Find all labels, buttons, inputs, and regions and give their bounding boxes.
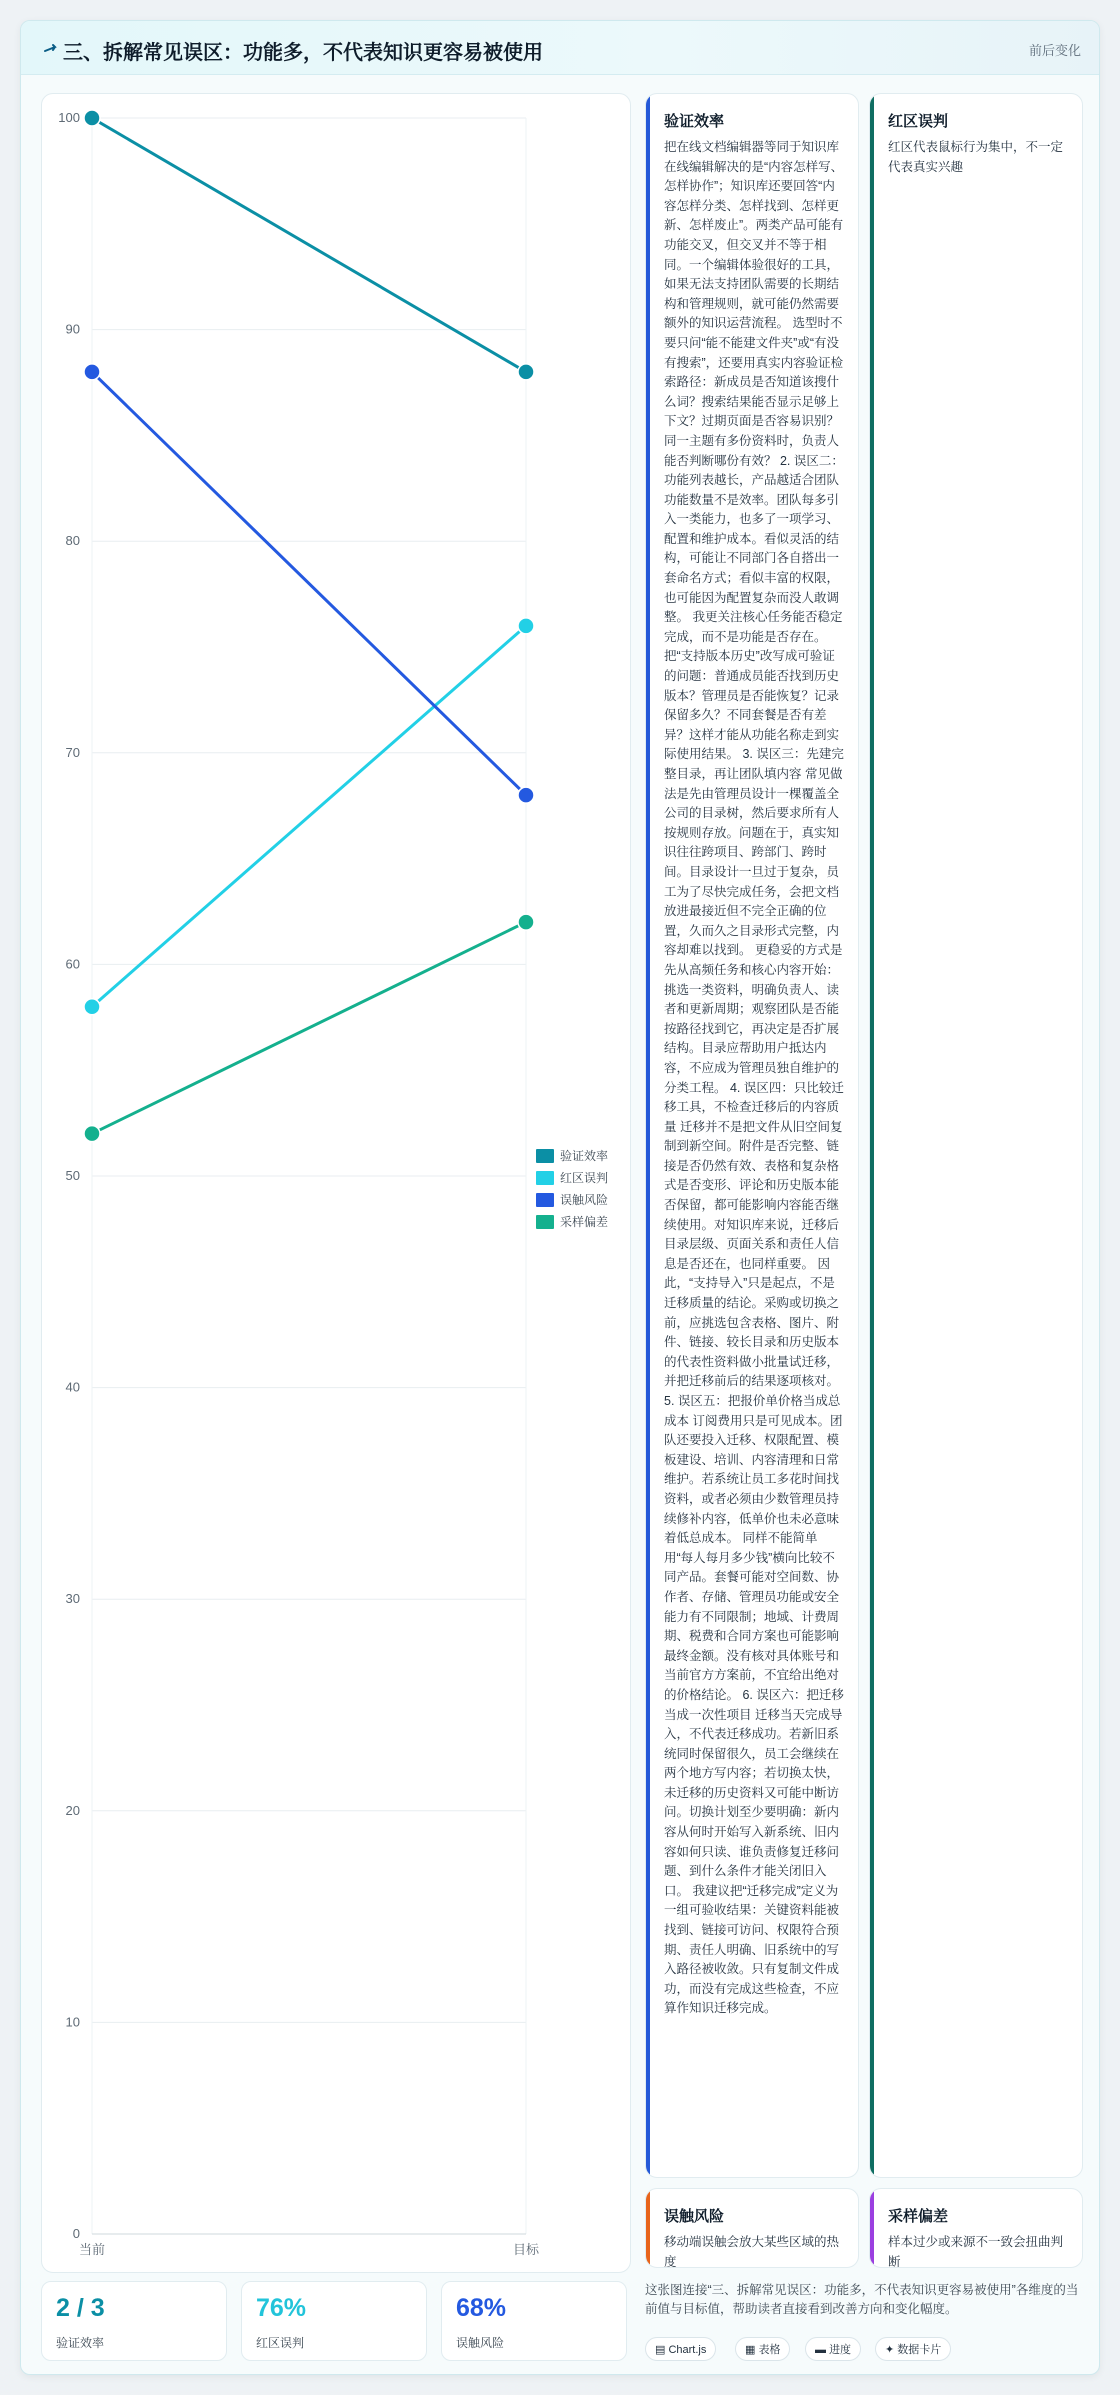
legend-label-2: 误触风险 [560,1193,609,1207]
arrow-icon [43,41,59,57]
header-badge: 前后变化 [1028,43,1081,58]
data-point-1-1 [518,618,534,634]
x-tick-label-0: 当前 [78,2242,106,2257]
line-chart [42,94,632,2274]
series-line-1 [92,626,526,1007]
tag-label: 进度 [829,2344,852,2356]
legend-label-0: 验证效率 [560,1149,609,1163]
card-sampling-bias [869,2188,1083,2268]
data-point-3-0 [84,1126,100,1142]
data-point-1-0 [84,999,100,1015]
tag-chartjs [645,2337,716,2361]
card-mistouch-risk [645,2188,859,2268]
tag-table [735,2337,790,2361]
card-verification-efficiency [645,93,859,2178]
y-tick-label-70: 70 [65,744,80,760]
stat-label: 红区误判 [256,2336,305,2350]
y-tick-label-50: 50 [65,1168,80,1183]
legend-label-3: 采样偏差 [560,1215,609,1229]
series-line-3 [92,922,526,1134]
y-tick-label-40: 40 [65,1379,80,1395]
data-point-0-0 [84,110,100,126]
card-red-zone-misjudge [869,93,1083,2178]
card-accent-bar [870,2189,874,2267]
series-line-0 [92,118,526,372]
y-tick-label-100: 100 [58,110,80,125]
data-point-2-0 [84,364,100,380]
table-icon: ▦ [745,2344,759,2356]
stat-value: 68% [456,2294,507,2322]
y-tick-label-20: 20 [65,1802,80,1818]
card-title: 采样偏差 [888,2208,949,2225]
series-line-2 [92,372,526,795]
stat-label: 误触风险 [456,2336,505,2350]
y-tick-label-30: 30 [65,1591,80,1607]
page-frame [20,20,1100,2375]
tag-label: Chart.js [668,2344,707,2356]
card-title: 红区误判 [888,113,949,130]
tag-progress [805,2337,861,2361]
stat-label: 验证效率 [56,2336,105,2350]
section-title: 三、拆解常见误区：功能多，不代表知识更容易被使用 [63,42,543,64]
card-body: 样本过少或来源不一致会扭曲判断 [888,2235,1064,2268]
stat-card-verification [41,2281,227,2361]
y-tick-label-80: 80 [65,533,80,549]
stat-card-red-zone [241,2281,427,2361]
progress-icon: ▬ [815,2344,830,2356]
section-header [21,21,1100,75]
chart-caption: 这张图连接“三、拆解常见误区：功能多，不代表知识更容易被使用”各维度的当前值与目标值，帮助读者直接看到改善方向和变化幅度。 [645,2283,1079,2316]
legend-label-1: 红区误判 [560,1171,609,1185]
card-body: 红区代表鼠标行为集中，不一定代表真实兴趣 [888,140,1064,174]
card-body: 移动端误触会放大某些区域的热度 [664,2235,840,2268]
stat-value: 2 / 3 [56,2294,105,2322]
data-point-3-1 [518,914,534,930]
y-tick-label-10: 10 [65,2014,80,2030]
chart-panel [41,93,631,2273]
legend-swatch-0 [536,1149,554,1163]
y-tick-label-90: 90 [65,321,80,337]
card-title: 验证效率 [664,113,725,130]
x-tick-label-1: 目标 [512,2242,540,2257]
stat-card-mistouch [441,2281,627,2361]
legend-swatch-2 [536,1193,554,1207]
legend-swatch-1 [536,1171,554,1185]
y-tick-label-0: 0 [72,2226,80,2241]
chart-icon: ▤ [655,2344,669,2356]
tag-label: 表格 [758,2344,781,2356]
card-accent-bar [870,94,874,2177]
card-title: 误触风险 [664,2208,725,2225]
legend-swatch-3 [536,1215,554,1229]
stat-value: 76% [256,2294,307,2322]
card-body: 把在线文档编辑器等同于知识库 在线编辑解决的是“内容怎样写、怎样协作”；知识库还要回答“内容怎样分类、怎样找到、怎样更新、怎样废止”。两类产品可能有功能交叉，但交叉并不等于相同。一个编辑体验很好的工具，如果无法支持团队需要的长期结构和管理规则，就可能仍然需要额外的知识运营流程。 选型时不要只问“能不能建文件夹”或“有没有搜索”，还要用真实内容验证检索路径：新成员是否知道该搜什么词？搜索结果能否显示足够上下文？过期页面是否容易识别？同一主题有多份资料时，负责人能否判断哪份有效？ 2. 误区二：功能列表越长，产品越适合团队 功能数量不是效率。团队每多引入一类能力，也多了一项学习、配置和维护成本。看似灵活的结构，可能让不同部门各自搭出一套命名方式；看似丰富的权限，也可能因为配置复杂而没人敢调整。 我更关注核心任务能否稳定完成，而不是功能是否存在。把“支持版本历史”改写成可验证的问题：普通成员能否找到历史版本？管理员是否能恢复？记录保留多久？不同套餐是否有差异？这样才能从功能名称走到实际使用结果。 3. 误区三：先建完整目录，再让团队填内容 常见做法是先由管理员设计一棵覆盖全公司的目录树，然后要求所有人按规则存放。问题在于，真实知识往往跨项目、跨部门、跨时间。目录设计一旦过于复杂，员工为了尽快完成任务，会把文档放进最接近但不完全正确的位置，久而久之目录形式完整，内容却难以找到。 更稳妥的方式是先从高频任务和核心内容开始：挑选一类资料，明确负责人、读者和更新周期；观察团队是否能按路径找到它，再决定是否扩展结构。目录应帮助用户抵达内容，不应成为管理员独自维护的分类工程。 4. 误区四：只比较迁移工具，不检查迁移后的内容质量 迁移并不是把文件从旧空间复制到新空间。附件是否完整、链接是否仍然有效、表格和复杂格式是否变形、评论和历史版本能否保留，都可能影响内容能否继续使用。对知识库来说，迁移后目录层级、页面关系和责任人信息是否还在，也同样重要。 因此，“支持导入”只是起点，不是迁移质量的结论。采购或切换之前，应挑选包含表格、图片、附件、链接、较长目录和历史版本的代表性资料做小批量试迁移，并把迁移前后的结果逐项核对。 5. 误区五：把报价单价格当成总成本 订阅费用只是可见成本。团队还要投入迁移、权限配置、模板建设、培训、内容清理和日常维护。若系统让员工多花时间找资料，或者必须由少数管理员持续修补内容，低单价也未必意味着低总成本。 同样不能简单用“每人每月多少钱”横向比较不同产品。套餐可能对空间数、协作者、存储、管理员功能或安全能力有不同限制；地域、计费周期、税费和合同方案也可能影响最终金额。没有核对具体账号和当前官方方案前，不宜给出绝对的价格结论。 6. 误区六：把迁移当成一次性项目 迁移当天完成导入，不代表迁移成功。若新旧系统同时保留很久，员工会继续在两个地方写内容；若切换太快，未迁移的历史资料又可能中断访问。切换计划至少要明确：新内容从何时开始写入新系统、旧内容如何只读、谁负责修复迁移问题、到什么条件才能关闭旧入口。 我建议把“迁移完成”定义为一组可验收结果：关键资料能被找到、链接可访问、权限符合预期、责任人明确、旧系统中的写入路径被收敛。只有复制文件成功，而没有完成这些检查，不应算作知识迁移完成。 [664,140,844,2016]
tag-data-cards [875,2337,951,2361]
tag-label: 数据卡片 [897,2344,942,2356]
y-tick-label-60: 60 [65,956,80,972]
card-accent-bar [646,2189,650,2267]
card-accent-bar [646,94,650,2177]
data-point-0-1 [518,364,534,380]
data-point-2-1 [518,787,534,803]
sparkle-icon: ✦ [885,2344,898,2356]
